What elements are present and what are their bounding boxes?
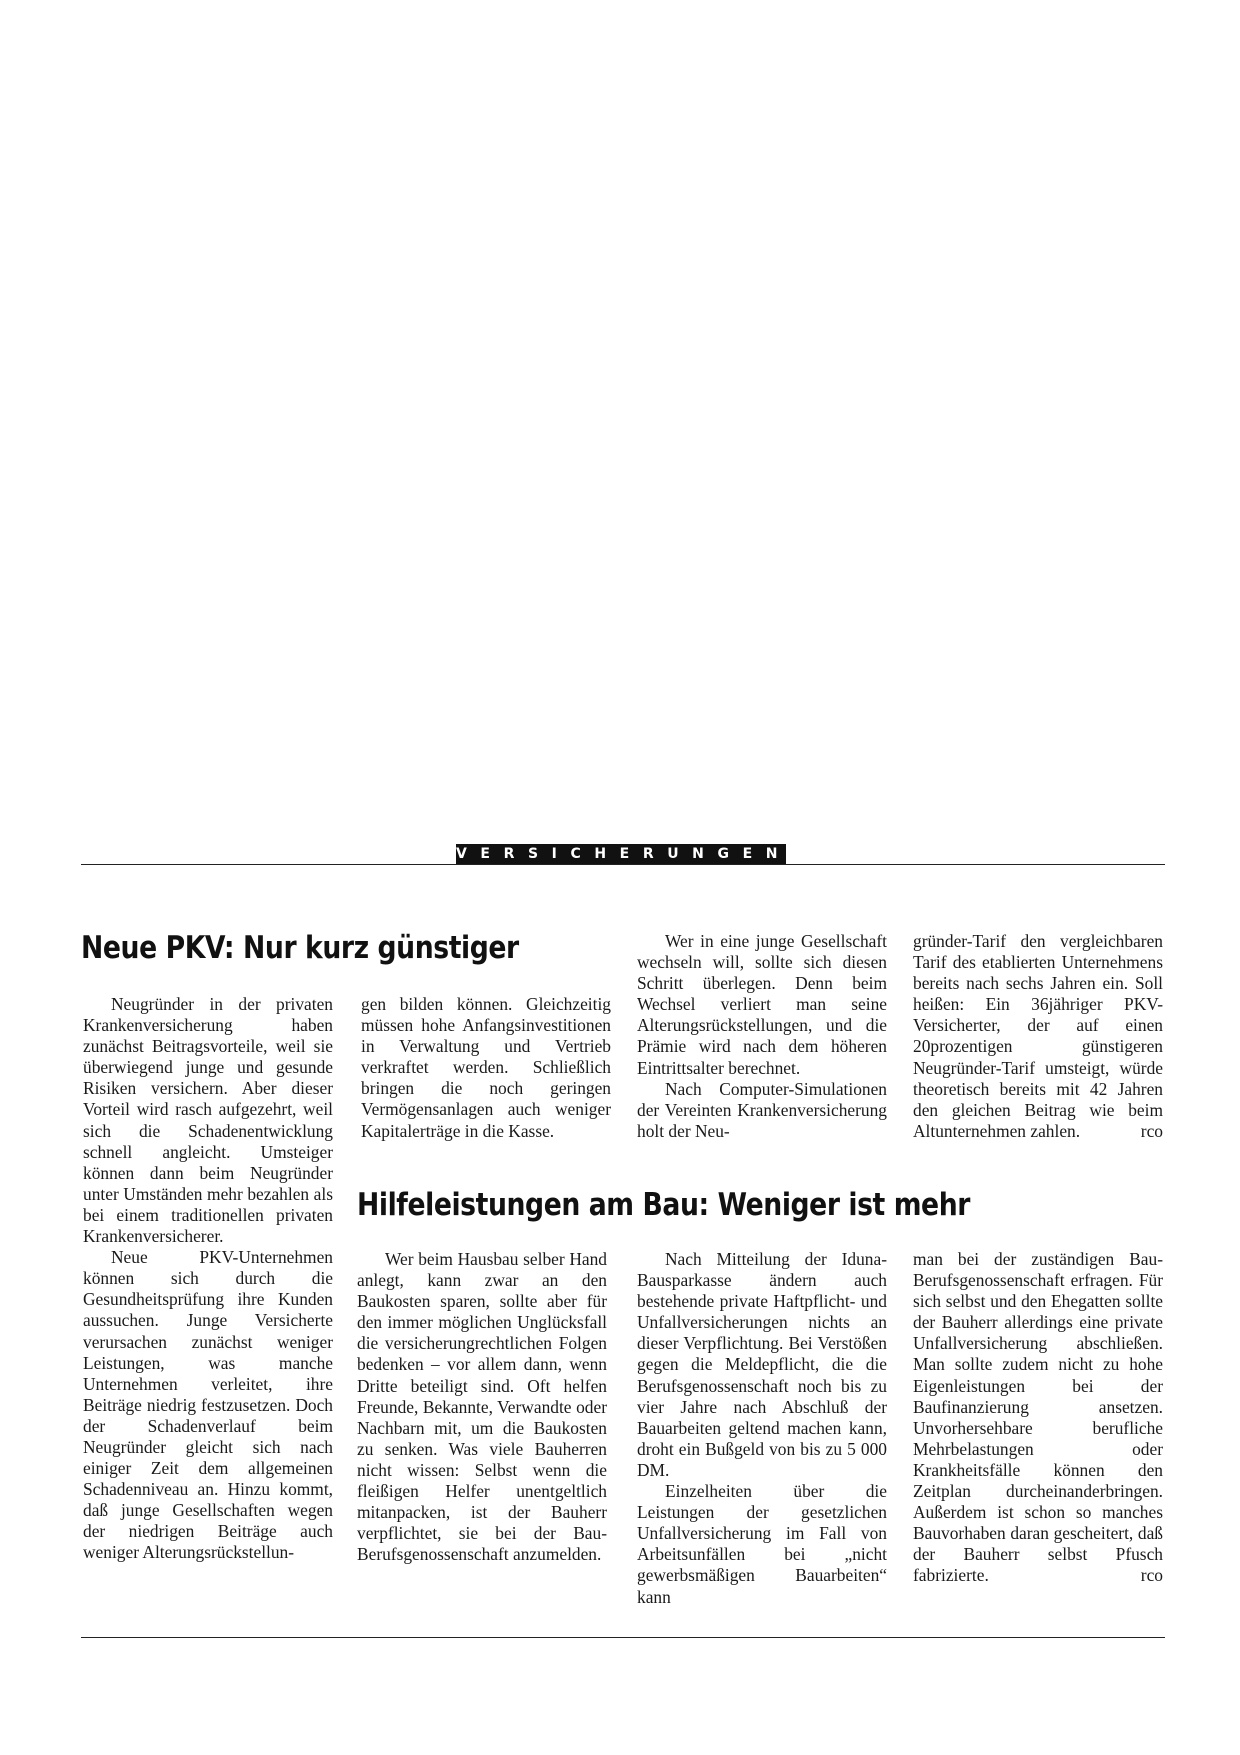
article1-signature: rco	[1140, 1120, 1163, 1141]
article1-paragraph-text: gründer-Tarif den vergleichbaren Tarif des etablierten Unternehmens bereits nach sechs Jahren ein. Soll heißen: Ein 36jähriger PKV-Versicherter, der auf einen 20prozentigen günstigeren Neugründer-Tarif umsteigt, würde theoretisch bereits mit 42 Jahren den gleichen Beitrag wie beim Altunternehmen zahlen.	[913, 931, 1163, 1141]
article2-headline: Hilfeleistungen am Bau: Weniger ist mehr	[357, 1187, 970, 1223]
article1-column-3	[637, 931, 887, 1142]
article1-paragraph: Neue PKV-Unternehmen können sich durch die Gesundheitsprüfung ihre Kunden aussuchen. Junge Versicherte verursachen zunächst weniger Leistungen, was manche Unternehmen verleitet, ihre Beiträge niedrig festzusetzen. Doch der Schadenverlauf beim Neugründer gleicht sich nach einiger Zeit dem allgemeinen Schadenniveau an. Hinzu kommt, daß junge Gesellschaften wegen der niedrigen Beiträge auch weniger Alterungsrückstellun-	[83, 1247, 333, 1563]
article2-column-2	[637, 1249, 887, 1608]
article1-paragraph	[913, 931, 1163, 1142]
article2-column-1	[357, 1249, 607, 1565]
article2-column-3	[913, 1249, 1163, 1587]
article2-paragraph: Einzelheiten über die Leistungen der gesetzlichen Unfallversicherung im Fall von Arbeitsunfällen bei „nicht gewerbsmäßigen Bauarbeiten“ kann	[637, 1481, 887, 1607]
article1-paragraph: Wer in eine junge Gesellschaft wechseln will, sollte sich diesen Schritt überlegen. Denn beim Wechsel verliert man seine Alterungsrückstellungen, und die Prämie wird nach dem höheren Eintrittsalter berechnet.	[637, 931, 887, 1078]
article1-paragraph: gen bilden können. Gleichzeitig müssen hohe Anfangsinvestitionen in Verwaltung und Vertrieb verkraftet werden. Schließlich bringen die noch geringen Vermögensanlagen auch weniger Kapitalerträge in die Kasse.	[361, 994, 611, 1141]
article1-column-4	[913, 931, 1163, 1142]
section-label: VERSICHERUNGEN	[456, 846, 792, 862]
article2-paragraph: Wer beim Hausbau selber Hand anlegt, kann zwar an den Baukosten sparen, sollte aber für den immer möglichen Unglücksfall die versicherungrechtlichen Folgen bedenken – vor allem dann, wenn Dritte beteiligt sind. Oft helfen Freunde, Bekannte, Verwandte oder Nachbarn mit, um die Baukosten zu senken. Was viele Bauherren nicht wissen: Selbst wenn die fleißigen Helfer unentgeltlich mitanpacken, ist der Bauherr verpflichtet, sie bei der Bau-Berufsgenossenschaft anzumelden.	[357, 1249, 607, 1565]
article2-paragraph-text: man bei der zuständigen Bau-Berufsgenossenschaft erfragen. Für sich selbst und den Ehegatten sollte der Bauherr allerdings eine private Unfallversicherung abschließen. Man sollte zudem nicht zu hohe Eigenleistungen bei der Baufinanzierung ansetzen. Unvorhersehbare berufliche Mehrbelastungen oder Krankheitsfälle können den Zeitplan durcheinanderbringen. Außerdem ist schon so manches Bauvorhaben daran gescheitert, daß der Bauherr selbst Pfusch fabrizierte.	[913, 1249, 1163, 1586]
article2-signature: rco	[1140, 1565, 1163, 1586]
article1-column-2	[361, 994, 611, 1142]
top-divider	[81, 864, 1165, 865]
article2-paragraph: Nach Mitteilung der Iduna-Bausparkasse ändern auch bestehende private Haftpflicht- und Unfallversicherungen nichts an dieser Verpflichtung. Bei Verstößen gegen die Meldepflicht, die die Berufsgenossenschaft noch bis zu vier Jahre nach Abschluß der Bauarbeiten geltend machen kann, droht ein Bußgeld von bis zu 5 000 DM.	[637, 1249, 887, 1480]
article2-paragraph	[913, 1249, 1163, 1587]
article1-column-1	[83, 994, 333, 1564]
bottom-divider	[81, 1637, 1165, 1638]
article1-headline: Neue PKV: Nur kurz günstiger	[81, 930, 519, 966]
article1-paragraph: Nach Computer-Simulationen der Vereinten Krankenversicherung holt der Neu-	[637, 1078, 887, 1141]
article1-paragraph: Neugründer in der privaten Krankenversicherung haben zunächst Beitragsvorteile, weil sie überwiegend junge und gesunde Risiken versichern. Aber dieser Vorteil wird rasch aufgezehrt, weil sich die Schadenentwicklung schnell angleicht. Umsteiger können dann beim Neugründer unter Umständen mehr bezahlen als bei einem traditionellen privaten Krankenversicherer.	[83, 994, 333, 1247]
